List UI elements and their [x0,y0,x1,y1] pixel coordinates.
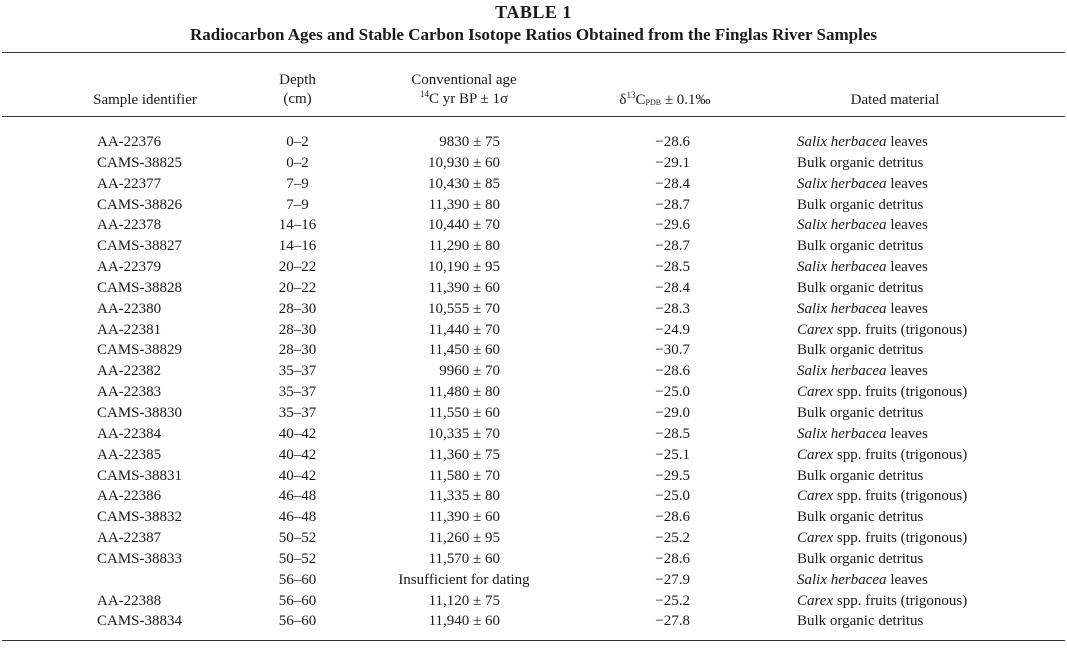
dated-material-cell [797,299,928,320]
age-cell: 10,555 ± 70 [428,300,500,317]
material-taxon: Salix herbacea [797,259,887,276]
table-label: TABLE 1 [495,2,572,22]
delta13c-cell: −30.7 [655,342,690,359]
sample-identifier-cell: AA-22388 [97,592,162,609]
dated-material-cell [797,591,967,612]
depth-cell: 35–37 [278,363,317,380]
material-description: Bulk organic detritus [797,154,924,171]
delta13c-cell: −27.9 [655,571,690,588]
material-taxon: Carex [797,446,834,463]
table-row [0,403,1067,424]
material-taxon: Carex [797,321,834,338]
depth-cell: 56–60 [278,571,317,588]
depth-cell: 46–48 [278,509,317,526]
age-cell: 11,390 ± 80 [428,196,500,213]
delta13c-cell: −25.2 [655,592,690,609]
depth-cell: 50–52 [278,530,317,547]
delta13c-cell: −28.4 [655,279,690,296]
age-cell: 11,390 ± 60 [428,509,500,526]
material-taxon: Carex [797,488,834,505]
dated-material-cell [797,215,928,236]
depth-cell: 0–2 [286,154,309,171]
depth-cell: 14–16 [278,217,317,234]
table-row [0,195,1067,216]
sample-identifier-cell: AA-22382 [97,363,162,380]
table-row [0,278,1067,299]
age-cell: 11,290 ± 80 [428,238,500,255]
dated-material-cell [797,195,923,216]
material-description: spp. fruits (trigonous) [833,530,968,547]
delta13c-cell: −28.5 [655,259,690,276]
sample-identifier-cell: AA-22376 [97,134,162,150]
age-cell: 10,440 ± 70 [428,217,500,234]
dated-material-cell [797,278,923,299]
sample-identifier-cell: AA-22385 [97,446,162,463]
material-description: Bulk organic detritus [797,613,924,630]
material-description: spp. fruits (trigonous) [833,384,968,401]
header-depth [246,71,349,109]
depth-cell: 7–9 [286,175,309,192]
table-row [0,611,1067,632]
material-taxon: Salix herbacea [797,217,887,234]
header-conventional-age [364,71,564,109]
table-row [0,424,1067,445]
delta13c-cell: −25.0 [655,488,690,505]
material-description: spp. fruits (trigonous) [833,592,968,609]
delta13c-cell: −28.6 [655,509,690,526]
header-d13-mid: C [635,92,646,108]
header-d13-sub: PDB [645,98,662,107]
header-material-text: Dated material [850,92,940,108]
sample-identifier-cell: AA-22379 [97,259,162,276]
dated-material-cell [797,570,928,591]
table-row [0,174,1067,195]
dated-material-cell [797,236,923,257]
age-cell: 9960 ± 70 [439,363,500,380]
depth-cell: 40–42 [278,425,317,442]
delta13c-cell: −28.4 [655,175,690,192]
age-cell: 11,360 ± 75 [428,446,500,463]
sample-identifier-cell: AA-22378 [97,217,162,234]
age-cell: 11,570 ± 60 [428,550,500,567]
header-depth-line2: (cm) [283,91,312,107]
sample-identifier-cell: AA-22383 [97,384,162,401]
delta13c-cell: −28.6 [655,363,690,380]
depth-cell: 40–42 [278,467,317,484]
material-taxon: Salix herbacea [797,175,887,192]
depth-cell: 56–60 [278,613,317,630]
header-d13-sup: 13 [626,90,636,100]
age-cell: 11,480 ± 80 [428,384,500,401]
material-description: Bulk organic detritus [797,404,924,421]
dated-material-cell [797,507,923,528]
age-cell: 11,260 ± 95 [428,530,500,547]
age-cell: 10,190 ± 95 [428,259,500,276]
sample-identifier-cell: CAMS-38826 [97,196,183,213]
depth-cell: 40–42 [278,446,317,463]
header-age-line2 [364,90,564,109]
sample-identifier-cell: CAMS-38829 [97,342,183,359]
age-cell: Insufficient for dating [398,571,530,588]
depth-cell: 20–22 [278,259,317,276]
delta13c-cell: −29.5 [655,467,690,484]
delta13c-cell: −28.7 [655,196,690,213]
sample-identifier-cell: CAMS-38828 [97,279,183,296]
delta13c-cell: −29.6 [655,217,690,234]
table-body [0,132,1067,632]
material-description: Bulk organic detritus [797,342,924,359]
header-d13-prefix: δ [619,92,627,108]
dated-material-cell [797,132,928,153]
material-taxon: Carex [797,530,834,547]
material-description: Bulk organic detritus [797,467,924,484]
table-row [0,570,1067,591]
delta13c-cell: −28.6 [655,134,690,150]
header-age-line1: Conventional age [411,72,517,88]
dated-material-cell [797,340,923,361]
material-description: spp. fruits (trigonous) [833,488,968,505]
age-cell: 10,335 ± 70 [428,425,500,442]
age-cell: 11,450 ± 60 [428,342,500,359]
material-description: spp. fruits (trigonous) [833,321,968,338]
delta13c-cell: −29.0 [655,404,690,421]
delta13c-cell: −28.5 [655,425,690,442]
table-row [0,591,1067,612]
material-description: leaves [886,175,928,192]
depth-cell: 35–37 [278,384,317,401]
table-row [0,320,1067,341]
age-cell: 10,930 ± 60 [428,154,500,171]
dated-material-cell [797,486,967,507]
delta13c-cell: −28.6 [655,550,690,567]
dated-material-cell [797,528,967,549]
header-rule [2,116,1065,117]
sample-identifier-cell: AA-22387 [97,530,162,547]
material-description: leaves [886,571,928,588]
depth-cell: 28–30 [278,321,317,338]
sample-identifier-cell: CAMS-38825 [97,154,183,171]
material-taxon: Salix herbacea [797,134,887,150]
depth-cell: 28–30 [278,300,317,317]
header-age-line2-text: C yr BP ± 1σ [428,91,509,107]
material-description: leaves [886,217,928,234]
table-row [0,486,1067,507]
header-sample-identifier [60,91,230,110]
delta13c-cell: −27.8 [655,613,690,630]
depth-cell: 7–9 [286,196,309,213]
table-row [0,153,1067,174]
dated-material-cell [797,361,928,382]
depth-cell: 14–16 [278,238,317,255]
table-row [0,445,1067,466]
table-row [0,549,1067,570]
depth-cell: 20–22 [278,279,317,296]
material-description: leaves [886,425,928,442]
material-description: leaves [886,363,928,380]
table-row [0,236,1067,257]
depth-cell: 50–52 [278,550,317,567]
dated-material-cell [797,611,923,632]
material-taxon: Salix herbacea [797,300,887,317]
material-description: Bulk organic detritus [797,550,924,567]
material-description: Bulk organic detritus [797,279,924,296]
dated-material-cell [797,174,928,195]
sample-identifier-cell: CAMS-38832 [97,509,183,526]
bottom-rule [2,640,1065,641]
material-description: spp. fruits (trigonous) [833,446,968,463]
material-description: Bulk organic detritus [797,196,924,213]
table-row [0,361,1067,382]
material-description: Bulk organic detritus [797,238,924,255]
delta13c-cell: −28.3 [655,300,690,317]
delta13c-cell: −24.9 [655,321,690,338]
depth-cell: 28–30 [278,342,317,359]
dated-material-cell [797,320,967,341]
age-cell: 11,550 ± 60 [428,404,500,421]
dated-material-cell [797,424,928,445]
header-delta13c [590,91,740,110]
top-rule [2,52,1065,53]
table-caption: Radiocarbon Ages and Stable Carbon Isotope Ratios Obtained from the Finglas River Samples [190,25,877,44]
sample-identifier-cell: CAMS-38831 [97,467,183,484]
header-sample-text: Sample identifier [93,92,197,108]
material-taxon: Salix herbacea [797,363,887,380]
depth-cell: 0–2 [286,134,309,150]
depth-cell: 35–37 [278,404,317,421]
dated-material-cell [797,403,923,424]
header-depth-line1: Depth [279,72,316,88]
dated-material-cell [797,549,923,570]
material-taxon: Salix herbacea [797,571,887,588]
table-row [0,132,1067,153]
age-cell: 9830 ± 75 [439,134,500,150]
delta13c-cell: −29.1 [655,154,690,171]
material-description: leaves [886,300,928,317]
sample-identifier-cell: CAMS-38834 [97,613,183,630]
sample-identifier-cell: AA-22377 [97,175,162,192]
depth-cell: 46–48 [278,488,317,505]
header-dated-material [790,91,1000,110]
material-taxon: Salix herbacea [797,425,887,442]
dated-material-cell [797,382,967,403]
dated-material-cell [797,445,967,466]
table-row [0,215,1067,236]
table-row [0,257,1067,278]
depth-cell: 56–60 [278,592,317,609]
delta13c-cell: −25.2 [655,530,690,547]
delta13c-cell: −25.1 [655,446,690,463]
dated-material-cell [797,153,923,174]
age-cell: 11,940 ± 60 [428,613,500,630]
material-taxon: Carex [797,592,834,609]
table-row [0,299,1067,320]
table-row [0,382,1067,403]
sample-identifier-cell: AA-22384 [97,425,162,442]
sample-identifier-cell: CAMS-38827 [97,238,183,255]
material-description: leaves [886,259,928,276]
dated-material-cell [797,257,928,278]
delta13c-cell: −28.7 [655,238,690,255]
age-cell: 11,440 ± 70 [428,321,500,338]
table-row [0,466,1067,487]
sample-identifier-cell: CAMS-38830 [97,404,183,421]
table-row [0,528,1067,549]
delta13c-cell: −25.0 [655,384,690,401]
age-cell: 11,335 ± 80 [428,488,500,505]
sample-identifier-cell: AA-22381 [97,321,162,338]
material-description: leaves [886,134,928,150]
age-cell: 11,120 ± 75 [428,592,500,609]
header-d13-suffix: ± 0.1‰ [661,92,711,108]
age-cell: 11,580 ± 70 [428,467,500,484]
header-age-sup: 14 [419,89,429,99]
age-cell: 11,390 ± 60 [428,279,500,296]
table-title-block [0,0,1067,46]
sample-identifier-cell: CAMS-38833 [97,550,183,567]
table-row [0,340,1067,361]
material-description: Bulk organic detritus [797,509,924,526]
age-cell: 10,430 ± 85 [428,175,500,192]
sample-identifier-cell: AA-22380 [97,300,162,317]
table-row [0,507,1067,528]
material-taxon: Carex [797,384,834,401]
sample-identifier-cell: AA-22386 [97,488,162,505]
dated-material-cell [797,466,923,487]
